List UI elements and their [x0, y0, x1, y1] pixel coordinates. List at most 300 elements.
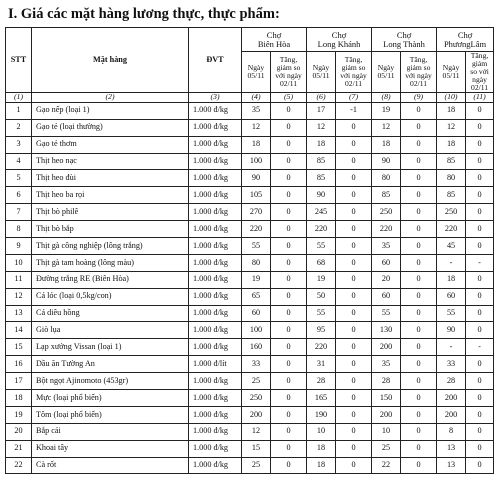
stt-cell: 4: [6, 153, 32, 170]
bien-hoa-price-cell: 160: [242, 339, 271, 356]
long-thanh-change-cell: 0: [401, 136, 437, 153]
header-change: Tăng, giảm so với ngày 02/11: [271, 52, 307, 93]
table-row: [6, 102, 494, 119]
header-price: Ngày 05/11: [372, 52, 401, 93]
unit-cell: 1.000 đ/kg: [189, 136, 242, 153]
long-khanh-price-cell: 19: [307, 271, 336, 288]
stt-cell: 18: [6, 389, 32, 406]
bien-hoa-change-cell: 0: [271, 221, 307, 238]
header-change: Tăng, giảm so với ngày 02/11: [466, 52, 494, 93]
unit-cell: 1.000 đ/kg: [189, 406, 242, 423]
header-market-bien-hoa: [242, 28, 307, 52]
phuong-lam-change-cell: 0: [466, 187, 494, 204]
long-thanh-price-cell: 200: [372, 406, 401, 423]
stt-cell: 5: [6, 170, 32, 187]
item-cell: Gạo tẻ thơm: [32, 136, 189, 153]
table-row: [6, 254, 494, 271]
long-thanh-price-cell: 250: [372, 204, 401, 221]
phuong-lam-price-cell: 12: [437, 119, 466, 136]
long-thanh-change-cell: 0: [401, 170, 437, 187]
phuong-lam-change-cell: 0: [466, 356, 494, 373]
long-khanh-change-cell: 0: [336, 339, 372, 356]
long-khanh-change-cell: 0: [336, 389, 372, 406]
unit-cell: 1.000 đ/kg: [189, 119, 242, 136]
item-cell: Đường trắng RE (Biên Hòa): [32, 271, 189, 288]
table-row: [6, 170, 494, 187]
item-cell: Lạp xưởng Vissan (loại 1): [32, 339, 189, 356]
item-cell: Thịt heo ba rọi: [32, 187, 189, 204]
price-table: [5, 27, 494, 474]
long-khanh-change-cell: 0: [336, 457, 372, 474]
long-thanh-price-cell: 90: [372, 153, 401, 170]
long-thanh-price-cell: 85: [372, 187, 401, 204]
column-index: (8): [372, 92, 401, 102]
long-khanh-change-cell: 0: [336, 136, 372, 153]
long-thanh-change-cell: 0: [401, 102, 437, 119]
phuong-lam-change-cell: 0: [466, 373, 494, 390]
bien-hoa-change-cell: 0: [271, 153, 307, 170]
stt-cell: 21: [6, 440, 32, 457]
long-thanh-change-cell: 0: [401, 254, 437, 271]
long-khanh-price-cell: 18: [307, 440, 336, 457]
stt-cell: 6: [6, 187, 32, 204]
phuong-lam-price-cell: 18: [437, 102, 466, 119]
phuong-lam-change-cell: 0: [466, 136, 494, 153]
item-cell: Tôm (loại phổ biến): [32, 406, 189, 423]
long-khanh-price-cell: 68: [307, 254, 336, 271]
long-khanh-change-cell: 0: [336, 237, 372, 254]
unit-cell: 1.000 đ/lít: [189, 356, 242, 373]
phuong-lam-price-cell: 33: [437, 356, 466, 373]
bien-hoa-price-cell: 19: [242, 271, 271, 288]
header-price: Ngày 05/11: [437, 52, 466, 93]
unit-cell: 1.000 đ/kg: [189, 271, 242, 288]
column-index: (10): [437, 92, 466, 102]
bien-hoa-price-cell: 100: [242, 322, 271, 339]
section-title: I. Giá các mặt hàng lương thực, thực phẩm:: [8, 6, 280, 22]
table-row: [6, 305, 494, 322]
stt-cell: 1: [6, 102, 32, 119]
phuong-lam-price-cell: 250: [437, 204, 466, 221]
item-cell: Giò lụa: [32, 322, 189, 339]
bien-hoa-price-cell: 35: [242, 102, 271, 119]
table-row: [6, 136, 494, 153]
bien-hoa-price-cell: 15: [242, 440, 271, 457]
bien-hoa-price-cell: 12: [242, 423, 271, 440]
stt-cell: 11: [6, 271, 32, 288]
stt-cell: 14: [6, 322, 32, 339]
unit-cell: 1.000 đ/kg: [189, 322, 242, 339]
long-thanh-change-cell: 0: [401, 406, 437, 423]
table-row: [6, 373, 494, 390]
unit-cell: 1.000 đ/kg: [189, 221, 242, 238]
long-khanh-price-cell: 12: [307, 119, 336, 136]
column-index: (11): [466, 92, 494, 102]
long-khanh-price-cell: 220: [307, 221, 336, 238]
stt-cell: 8: [6, 221, 32, 238]
phuong-lam-price-cell: 28: [437, 373, 466, 390]
stt-cell: 3: [6, 136, 32, 153]
item-cell: Cà rốt: [32, 457, 189, 474]
phuong-lam-price-cell: 18: [437, 271, 466, 288]
column-index-row: [6, 92, 494, 102]
bien-hoa-change-cell: 0: [271, 237, 307, 254]
header-change: Tăng, giảm so với ngày 02/11: [336, 52, 372, 93]
bien-hoa-change-cell: 0: [271, 119, 307, 136]
long-thanh-price-cell: 20: [372, 271, 401, 288]
bien-hoa-price-cell: 200: [242, 406, 271, 423]
long-khanh-change-cell: 0: [336, 119, 372, 136]
phuong-lam-change-cell: 0: [466, 305, 494, 322]
bien-hoa-price-cell: 60: [242, 305, 271, 322]
unit-cell: 1.000 đ/kg: [189, 339, 242, 356]
long-khanh-price-cell: 165: [307, 389, 336, 406]
long-thanh-change-cell: 0: [401, 221, 437, 238]
long-thanh-change-cell: 0: [401, 389, 437, 406]
header-price: Ngày 05/11: [242, 52, 271, 93]
long-thanh-change-cell: 0: [401, 237, 437, 254]
unit-cell: 1.000 đ/kg: [189, 423, 242, 440]
long-thanh-price-cell: 28: [372, 373, 401, 390]
phuong-lam-change-cell: 0: [466, 119, 494, 136]
market-label-line1: Chợ: [266, 29, 282, 40]
long-khanh-price-cell: 245: [307, 204, 336, 221]
bien-hoa-price-cell: 25: [242, 373, 271, 390]
bien-hoa-price-cell: 33: [242, 356, 271, 373]
long-khanh-price-cell: 55: [307, 237, 336, 254]
phuong-lam-change-cell: 0: [466, 170, 494, 187]
long-khanh-change-cell: 0: [336, 322, 372, 339]
long-thanh-price-cell: 220: [372, 221, 401, 238]
long-khanh-change-cell: 0: [336, 440, 372, 457]
long-thanh-change-cell: 0: [401, 457, 437, 474]
long-khanh-change-cell: 0: [336, 221, 372, 238]
long-thanh-price-cell: 35: [372, 237, 401, 254]
phuong-lam-price-cell: -: [437, 339, 466, 356]
table-row: [6, 288, 494, 305]
stt-cell: 2: [6, 119, 32, 136]
long-khanh-change-cell: 0: [336, 305, 372, 322]
table-row: [6, 356, 494, 373]
item-cell: Thịt bò philê: [32, 204, 189, 221]
stt-cell: 20: [6, 423, 32, 440]
unit-cell: 1.000 đ/kg: [189, 153, 242, 170]
long-thanh-change-cell: 0: [401, 440, 437, 457]
item-cell: Cá lóc (loại 0,5kg/con): [32, 288, 189, 305]
bien-hoa-change-cell: 0: [271, 389, 307, 406]
phuong-lam-price-cell: 85: [437, 187, 466, 204]
long-khanh-change-cell: 0: [336, 187, 372, 204]
unit-cell: 1.000 đ/kg: [189, 102, 242, 119]
long-khanh-change-cell: 0: [336, 356, 372, 373]
stt-cell: 17: [6, 373, 32, 390]
stt-cell: 10: [6, 254, 32, 271]
long-thanh-price-cell: 10: [372, 423, 401, 440]
long-thanh-change-cell: 0: [401, 305, 437, 322]
bien-hoa-change-cell: 0: [271, 339, 307, 356]
phuong-lam-price-cell: 18: [437, 136, 466, 153]
market-label-line1: Chợ: [457, 29, 473, 40]
bien-hoa-change-cell: 0: [271, 423, 307, 440]
long-thanh-price-cell: 200: [372, 339, 401, 356]
market-label-line2: Biên Hòa: [257, 38, 291, 49]
table-row: [6, 271, 494, 288]
phuong-lam-price-cell: 80: [437, 170, 466, 187]
table-row: [6, 423, 494, 440]
long-khanh-price-cell: 90: [307, 187, 336, 204]
phuong-lam-price-cell: 90: [437, 322, 466, 339]
bien-hoa-change-cell: 0: [271, 136, 307, 153]
table-row: [6, 322, 494, 339]
item-cell: Thịt gà tam hoàng (lông màu): [32, 254, 189, 271]
item-cell: Thịt bò bắp: [32, 221, 189, 238]
phuong-lam-price-cell: 13: [437, 440, 466, 457]
phuong-lam-change-cell: 0: [466, 389, 494, 406]
bien-hoa-change-cell: 0: [271, 102, 307, 119]
unit-cell: 1.000 đ/kg: [189, 373, 242, 390]
unit-cell: 1.000 đ/kg: [189, 237, 242, 254]
bien-hoa-change-cell: 0: [271, 288, 307, 305]
table-row: [6, 389, 494, 406]
bien-hoa-change-cell: 0: [271, 271, 307, 288]
item-cell: Khoai tây: [32, 440, 189, 457]
table-row: [6, 237, 494, 254]
table-row: [6, 187, 494, 204]
long-khanh-price-cell: 95: [307, 322, 336, 339]
long-khanh-change-cell: 0: [336, 423, 372, 440]
bien-hoa-price-cell: 250: [242, 389, 271, 406]
long-thanh-change-cell: 0: [401, 373, 437, 390]
table-header: [6, 28, 494, 103]
long-khanh-change-cell: 0: [336, 170, 372, 187]
bien-hoa-change-cell: 0: [271, 373, 307, 390]
phuong-lam-change-cell: -: [466, 254, 494, 271]
unit-cell: 1.000 đ/kg: [189, 187, 242, 204]
long-khanh-price-cell: 17: [307, 102, 336, 119]
phuong-lam-change-cell: 0: [466, 102, 494, 119]
long-thanh-price-cell: 55: [372, 305, 401, 322]
long-khanh-price-cell: 31: [307, 356, 336, 373]
unit-cell: 1.000 đ/kg: [189, 204, 242, 221]
long-thanh-price-cell: 35: [372, 356, 401, 373]
phuong-lam-price-cell: 85: [437, 153, 466, 170]
item-cell: Mực (loại phổ biến): [32, 389, 189, 406]
stt-cell: 15: [6, 339, 32, 356]
column-index: (9): [401, 92, 437, 102]
unit-cell: 1.000 đ/kg: [189, 305, 242, 322]
long-thanh-change-cell: 0: [401, 322, 437, 339]
unit-cell: 1.000 đ/kg: [189, 170, 242, 187]
market-label-line1: Chợ: [331, 29, 347, 40]
long-thanh-change-cell: 0: [401, 153, 437, 170]
bien-hoa-price-cell: 55: [242, 237, 271, 254]
long-khanh-change-cell: 0: [336, 373, 372, 390]
phuong-lam-price-cell: 60: [437, 288, 466, 305]
bien-hoa-price-cell: 25: [242, 457, 271, 474]
item-cell: Bắp cải: [32, 423, 189, 440]
phuong-lam-price-cell: 13: [437, 457, 466, 474]
phuong-lam-change-cell: 0: [466, 322, 494, 339]
table-row: [6, 204, 494, 221]
long-khanh-price-cell: 18: [307, 136, 336, 153]
item-cell: Thịt gà công nghiệp (lông trắng): [32, 237, 189, 254]
market-label-line2: Long Thành: [383, 38, 425, 49]
bien-hoa-change-cell: 0: [271, 457, 307, 474]
stt-cell: 22: [6, 457, 32, 474]
header-market-long-khanh: [307, 28, 372, 52]
long-thanh-change-cell: 0: [401, 119, 437, 136]
phuong-lam-price-cell: 200: [437, 389, 466, 406]
table-row: [6, 457, 494, 474]
header-unit: ĐVT: [189, 28, 242, 93]
unit-cell: 1.000 đ/kg: [189, 440, 242, 457]
bien-hoa-price-cell: 105: [242, 187, 271, 204]
bien-hoa-price-cell: 100: [242, 153, 271, 170]
phuong-lam-change-cell: 0: [466, 440, 494, 457]
long-khanh-price-cell: 85: [307, 170, 336, 187]
long-khanh-change-cell: 0: [336, 153, 372, 170]
bien-hoa-change-cell: 0: [271, 406, 307, 423]
phuong-lam-change-cell: 0: [466, 204, 494, 221]
phuong-lam-price-cell: 220: [437, 221, 466, 238]
table-row: [6, 339, 494, 356]
long-thanh-change-cell: 0: [401, 204, 437, 221]
header-item: Mặt hàng: [32, 28, 189, 93]
header-price: Ngày 05/11: [307, 52, 336, 93]
long-thanh-price-cell: 60: [372, 288, 401, 305]
phuong-lam-change-cell: 0: [466, 457, 494, 474]
long-thanh-price-cell: 12: [372, 119, 401, 136]
long-thanh-price-cell: 80: [372, 170, 401, 187]
bien-hoa-price-cell: 270: [242, 204, 271, 221]
unit-cell: 1.000 đ/kg: [189, 457, 242, 474]
unit-cell: 1.000 đ/kg: [189, 389, 242, 406]
unit-cell: 1.000 đ/kg: [189, 288, 242, 305]
stt-cell: 7: [6, 204, 32, 221]
long-thanh-price-cell: 22: [372, 457, 401, 474]
table-body: [6, 102, 494, 474]
long-khanh-change-cell: 0: [336, 406, 372, 423]
long-khanh-price-cell: 220: [307, 339, 336, 356]
column-index: (7): [336, 92, 372, 102]
long-khanh-price-cell: 55: [307, 305, 336, 322]
long-khanh-price-cell: 10: [307, 423, 336, 440]
long-thanh-price-cell: 18: [372, 136, 401, 153]
stt-cell: 12: [6, 288, 32, 305]
long-thanh-price-cell: 130: [372, 322, 401, 339]
phuong-lam-change-cell: 0: [466, 237, 494, 254]
column-index: (2): [32, 92, 189, 102]
market-label-line1: Chợ: [396, 29, 412, 40]
phuong-lam-change-cell: -: [466, 339, 494, 356]
bien-hoa-price-cell: 12: [242, 119, 271, 136]
item-cell: Cá diêu hồng: [32, 305, 189, 322]
long-khanh-change-cell: 0: [336, 204, 372, 221]
column-index: (3): [189, 92, 242, 102]
long-thanh-price-cell: 19: [372, 102, 401, 119]
item-cell: Gạo nếp (loại 1): [32, 102, 189, 119]
stt-cell: 9: [6, 237, 32, 254]
stt-cell: 19: [6, 406, 32, 423]
unit-cell: 1.000 đ/kg: [189, 254, 242, 271]
header-change: Tăng, giảm so với ngày 02/11: [401, 52, 437, 93]
market-label-line2: PhươngLâm: [443, 38, 487, 49]
phuong-lam-price-cell: 200: [437, 406, 466, 423]
bien-hoa-change-cell: 0: [271, 204, 307, 221]
long-thanh-price-cell: 25: [372, 440, 401, 457]
long-thanh-change-cell: 0: [401, 356, 437, 373]
item-cell: Dầu ăn Tường An: [32, 356, 189, 373]
table-row: [6, 153, 494, 170]
long-thanh-change-cell: 0: [401, 187, 437, 204]
item-cell: Thịt heo đùi: [32, 170, 189, 187]
item-cell: Bột ngọt Ajinomoto (453gr): [32, 373, 189, 390]
table-row: [6, 440, 494, 457]
table-row: [6, 119, 494, 136]
header-market-long-thanh: [372, 28, 437, 52]
long-khanh-price-cell: 85: [307, 153, 336, 170]
column-index: (6): [307, 92, 336, 102]
bien-hoa-price-cell: 65: [242, 288, 271, 305]
long-khanh-price-cell: 50: [307, 288, 336, 305]
bien-hoa-change-cell: 0: [271, 170, 307, 187]
header-stt: STT: [6, 28, 32, 93]
stt-cell: 16: [6, 356, 32, 373]
long-thanh-change-cell: 0: [401, 271, 437, 288]
bien-hoa-price-cell: 80: [242, 254, 271, 271]
long-khanh-change-cell: 0: [336, 254, 372, 271]
phuong-lam-change-cell: 0: [466, 153, 494, 170]
item-cell: Gạo tẻ (loại thường): [32, 119, 189, 136]
phuong-lam-change-cell: 0: [466, 271, 494, 288]
phuong-lam-price-cell: -: [437, 254, 466, 271]
column-index: (5): [271, 92, 307, 102]
header-market-phuong-lam: [437, 28, 494, 52]
market-label-line2: Long Khánh: [317, 38, 361, 49]
column-index: (1): [6, 92, 32, 102]
bien-hoa-change-cell: 0: [271, 254, 307, 271]
phuong-lam-change-cell: 0: [466, 288, 494, 305]
bien-hoa-change-cell: 0: [271, 305, 307, 322]
phuong-lam-price-cell: 55: [437, 305, 466, 322]
long-khanh-change-cell: -1: [336, 102, 372, 119]
bien-hoa-price-cell: 90: [242, 170, 271, 187]
long-thanh-price-cell: 60: [372, 254, 401, 271]
table-row: [6, 221, 494, 238]
long-khanh-price-cell: 28: [307, 373, 336, 390]
long-khanh-price-cell: 18: [307, 457, 336, 474]
phuong-lam-price-cell: 45: [437, 237, 466, 254]
long-thanh-change-cell: 0: [401, 339, 437, 356]
bien-hoa-change-cell: 0: [271, 187, 307, 204]
bien-hoa-price-cell: 220: [242, 221, 271, 238]
long-thanh-change-cell: 0: [401, 288, 437, 305]
phuong-lam-change-cell: 0: [466, 221, 494, 238]
phuong-lam-change-cell: 0: [466, 406, 494, 423]
bien-hoa-change-cell: 0: [271, 356, 307, 373]
column-index: (4): [242, 92, 271, 102]
phuong-lam-change-cell: 0: [466, 423, 494, 440]
table-row: [6, 406, 494, 423]
long-khanh-change-cell: 0: [336, 288, 372, 305]
long-thanh-change-cell: 0: [401, 423, 437, 440]
phuong-lam-price-cell: 8: [437, 423, 466, 440]
long-thanh-price-cell: 150: [372, 389, 401, 406]
item-cell: Thịt heo nạc: [32, 153, 189, 170]
bien-hoa-change-cell: 0: [271, 322, 307, 339]
long-khanh-change-cell: 0: [336, 271, 372, 288]
bien-hoa-change-cell: 0: [271, 440, 307, 457]
